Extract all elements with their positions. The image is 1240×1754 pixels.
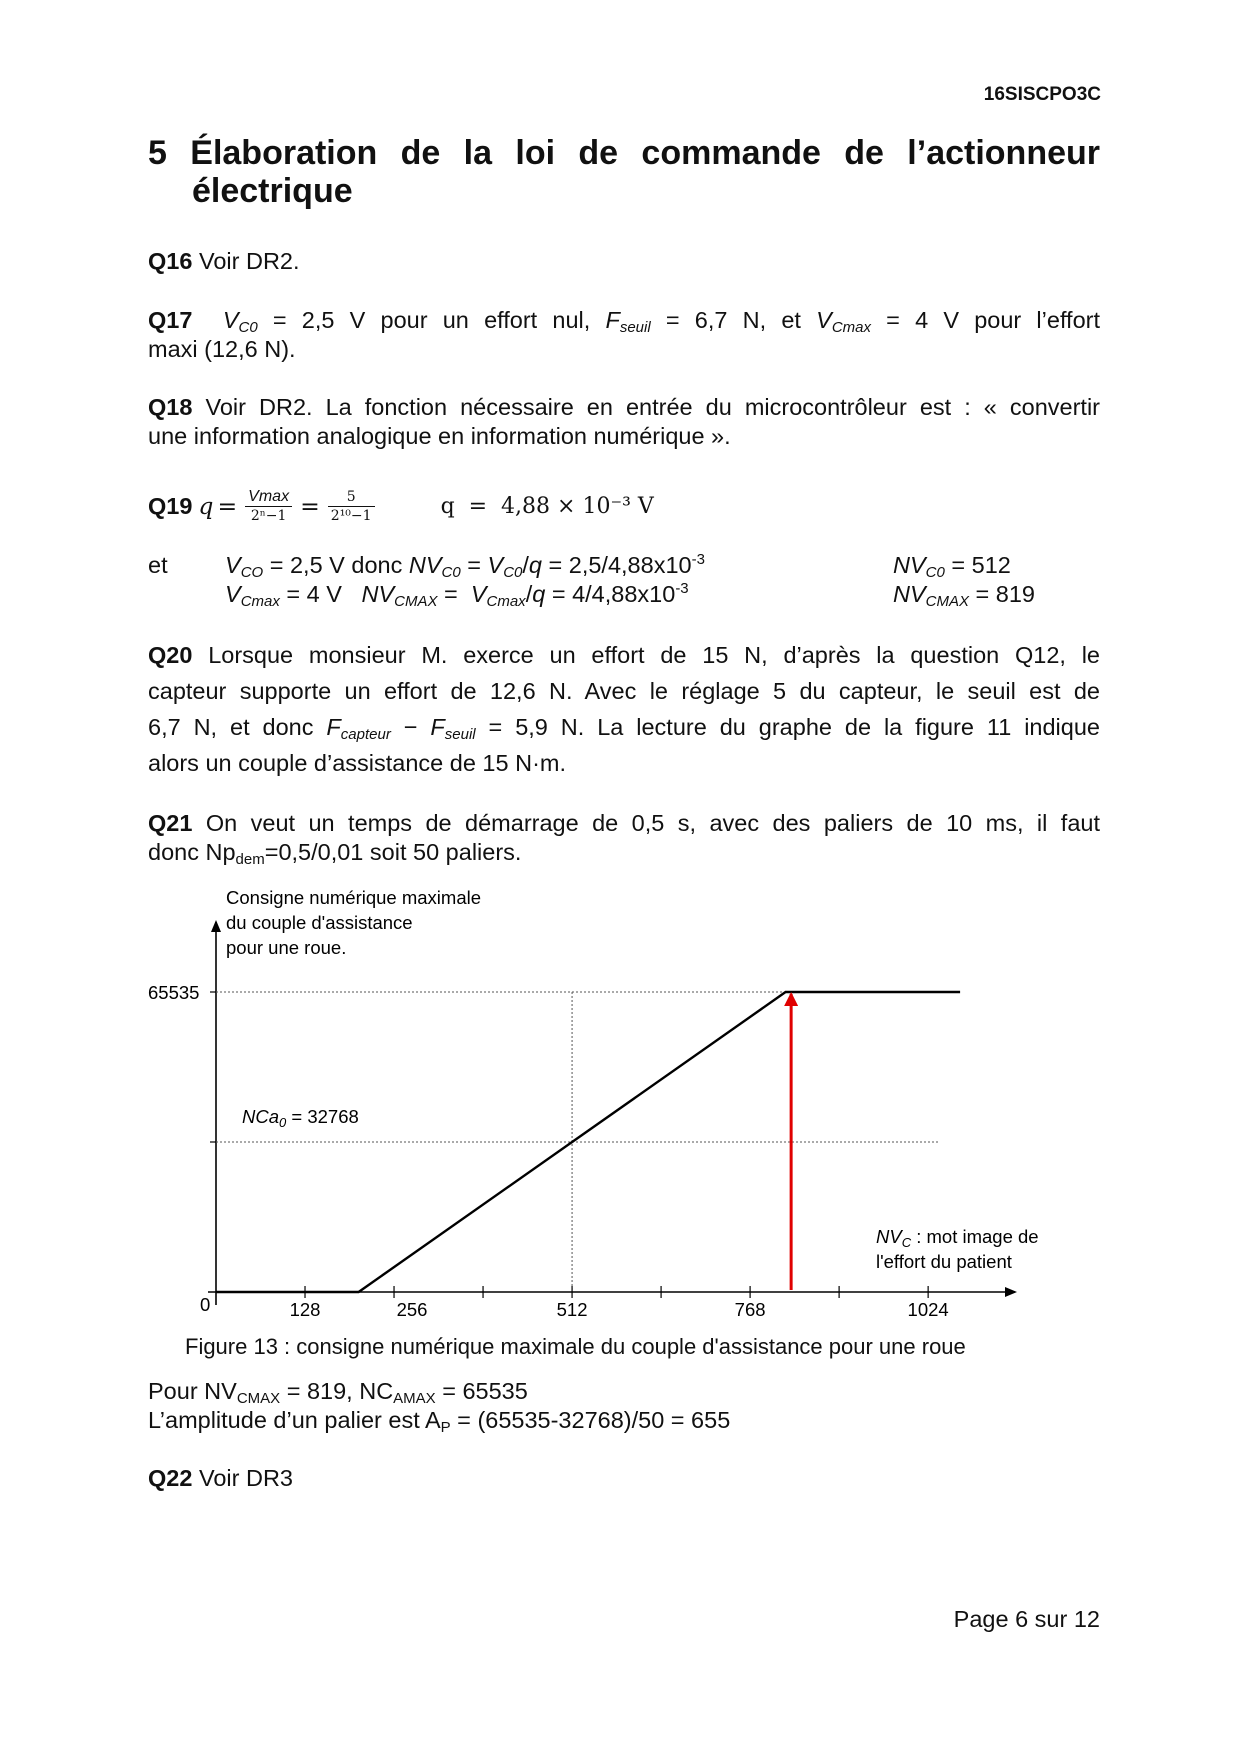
section-title-word: de bbox=[400, 134, 441, 172]
q19-nvc0: NV bbox=[408, 552, 442, 578]
q19-vcmax-sub: Cmax bbox=[240, 593, 280, 610]
q19-label: Q19 bbox=[148, 492, 193, 519]
q20-l3b: = 5,9 N. La lecture du graphe de la figure 11 indique bbox=[475, 714, 1100, 740]
q19-vc0b-sub: C0 bbox=[503, 564, 523, 581]
section-title-word: Élaboration bbox=[190, 134, 378, 172]
section-title-word: la bbox=[463, 134, 493, 172]
q17-line2: maxi (12,6 N). bbox=[148, 336, 296, 362]
af-l2b: = (65535-32768)/50 = 655 bbox=[450, 1407, 731, 1433]
x-axis-label-line-1 bbox=[876, 1226, 1039, 1250]
q19-frac1-den: 2ⁿ−1 bbox=[250, 507, 287, 524]
af-l1-sub1: CMAX bbox=[236, 1390, 281, 1407]
q17-vc0-sub: C0 bbox=[238, 319, 258, 336]
af-l2-sub: P bbox=[440, 1419, 451, 1436]
after-line1 bbox=[148, 1377, 1100, 1406]
q21-np-sub: dem bbox=[235, 851, 265, 868]
section-title-line2: électrique bbox=[192, 172, 353, 210]
q19-calc1: = 2,5/4,88x10 bbox=[541, 552, 692, 578]
q20-line1-text: Lorsque monsieur M. exerce un effort de 15 N, d’après la question Q12, le bbox=[208, 642, 1100, 668]
section-title-word: de bbox=[844, 134, 884, 172]
q17-label: Q17 bbox=[148, 307, 193, 333]
y-label-line-2: du couple d'assistance bbox=[226, 912, 413, 933]
q17-vcmax: V bbox=[816, 307, 832, 333]
y-label-line-3: pour une roue. bbox=[226, 937, 347, 958]
q20-fcapteur: F bbox=[326, 714, 341, 740]
q19-exp1: -3 bbox=[691, 551, 705, 568]
q19-vco: V bbox=[225, 552, 241, 578]
x-tick-label-256: 256 bbox=[396, 1299, 428, 1320]
q21-line1-text: On veut un temps de démarrage de 0,5 s, avec des paliers de 10 ms, il faut bbox=[205, 810, 1101, 836]
q17-vc0: V bbox=[222, 307, 239, 333]
q17-text1: = 2,5 V pour un effort nul, bbox=[257, 307, 606, 333]
q19-text-4v: = 4 V bbox=[279, 581, 362, 607]
y-label-line-1: Consigne numérique maximale bbox=[226, 887, 482, 908]
xlabel-rest: : mot image de bbox=[911, 1226, 1039, 1247]
q19-vcmax: V bbox=[225, 581, 241, 607]
q21-np: donc Np bbox=[148, 839, 236, 865]
q22-paragraph bbox=[148, 1464, 1100, 1493]
q21-l2b: =0,5/0,01 soit 50 paliers. bbox=[264, 839, 522, 865]
q19-eq-l2: = bbox=[437, 581, 471, 607]
q19-frac2-den: 2¹⁰−1 bbox=[330, 507, 372, 524]
q18-line1-text: Voir DR2. La fonction nécessaire en entrée du microcontrôleur est : « convertir bbox=[205, 394, 1100, 420]
q19-nvc0-sub: C0 bbox=[441, 564, 461, 581]
q19-nvcmax: NV bbox=[361, 581, 395, 607]
section-title-word: commande bbox=[641, 134, 821, 172]
document-code: 16SISCPO3C bbox=[983, 84, 1101, 105]
y-ticks bbox=[210, 992, 216, 1142]
nca-rest: = 32768 bbox=[286, 1106, 359, 1127]
q19-frac1-num: Vmax bbox=[248, 487, 290, 505]
q19-r1-sub: C0 bbox=[925, 564, 945, 581]
origin-label: 0 bbox=[200, 1294, 211, 1315]
q19-vc0b: V bbox=[487, 552, 504, 578]
af-l1b: = 819, NC bbox=[280, 1378, 394, 1404]
section-title-word: l’actionneur bbox=[907, 134, 1100, 172]
nca0-annotation bbox=[242, 1106, 359, 1130]
q20-fseuil: F bbox=[430, 714, 445, 740]
q19-eq-l1: = bbox=[460, 552, 488, 578]
q19-q1: q bbox=[528, 552, 542, 578]
q19-r2-sub: CMAX bbox=[925, 593, 969, 610]
x-tick-label-128: 128 bbox=[289, 1299, 321, 1320]
q19-nvcmax-sub: CMAX bbox=[394, 593, 438, 610]
q20-fseuil-sub: seuil bbox=[444, 726, 476, 743]
reference-lines bbox=[216, 992, 939, 1292]
q20-label: Q20 bbox=[148, 642, 193, 668]
q19-text-donc: = 2,5 V donc bbox=[263, 552, 409, 578]
q19-result: q = 4,88 × 10⁻³ V bbox=[440, 493, 654, 519]
q19-frac2-num: 5 bbox=[346, 488, 356, 505]
q18-line2: une information analogique en information numérique ». bbox=[148, 423, 731, 449]
q16-label: Q16 bbox=[148, 248, 193, 274]
page-number: Page 6 sur 12 bbox=[953, 1606, 1100, 1632]
figure-caption: Figure 13 : consigne numérique maximale du couple d'assistance pour une roue bbox=[185, 1334, 966, 1359]
xlabel-nv: NV bbox=[876, 1226, 902, 1247]
q17-fseuil: F bbox=[605, 307, 620, 333]
q18-label: Q18 bbox=[148, 394, 193, 420]
q22-text: Voir DR3 bbox=[198, 1465, 293, 1491]
q19-q2: q bbox=[532, 581, 546, 607]
q19-r1-nv: NV bbox=[893, 552, 926, 578]
q19-r1-val: = 512 bbox=[944, 552, 1011, 578]
section-title-word: loi bbox=[515, 134, 556, 172]
section-title-word: de bbox=[578, 134, 619, 172]
q19-slash1: / bbox=[522, 552, 529, 578]
q20-line2: capteur supporte un effort de 12,6 N. Avec le réglage 5 du capteur, le seuil est de bbox=[148, 678, 1100, 704]
q19-q: q bbox=[198, 491, 214, 520]
q19-r2-nv: NV bbox=[893, 581, 926, 607]
x-tick-label-512: 512 bbox=[556, 1299, 588, 1320]
q20-l3a: 6,7 N, et donc bbox=[148, 714, 327, 740]
q19-vcmaxb: V bbox=[470, 581, 487, 607]
q17-vcmax-sub: Cmax bbox=[831, 319, 871, 336]
q20-fcapteur-sub: capteur bbox=[340, 726, 391, 743]
af-l1-sub2: AMAX bbox=[393, 1390, 436, 1407]
q19-calc2: = 4/4,88x10 bbox=[545, 581, 676, 607]
nca-text: NCa bbox=[242, 1106, 280, 1127]
q17-text2: = 6,7 N, et bbox=[650, 307, 817, 333]
q20-minus: − bbox=[390, 714, 431, 740]
x-tick-label-768: 768 bbox=[734, 1299, 766, 1320]
q19-et: et bbox=[148, 552, 168, 578]
q20-line4: alors un couple d’assistance de 15 N·m. bbox=[148, 750, 566, 776]
nca-sub: 0 bbox=[279, 1115, 287, 1130]
q19-eq1: = bbox=[217, 491, 238, 520]
y-axis-label bbox=[226, 887, 481, 958]
q22-label: Q22 bbox=[148, 1465, 193, 1491]
x-axis-label-line-2: l'effort du patient bbox=[876, 1251, 1012, 1272]
after-figure bbox=[148, 1377, 1100, 1435]
q19-eq2: = bbox=[300, 491, 320, 520]
q21-label: Q21 bbox=[148, 810, 193, 836]
x-ticks bbox=[290, 1286, 949, 1320]
after-line2 bbox=[148, 1406, 1100, 1435]
q19-vco-sub: CO bbox=[240, 564, 264, 581]
q16-text: Voir DR2. bbox=[198, 248, 300, 274]
q19-vcmaxb-sub: Cmax bbox=[486, 593, 526, 610]
q19-exp2: -3 bbox=[675, 580, 689, 597]
x-tick-label-1024: 1024 bbox=[907, 1299, 949, 1320]
q19-r2-val: = 819 bbox=[969, 581, 1035, 607]
af-l1a: Pour NV bbox=[148, 1378, 237, 1404]
q17-fseuil-sub: seuil bbox=[619, 319, 651, 336]
section-title-word: 5 bbox=[148, 134, 167, 172]
y-tick-label-65535: 65535 bbox=[148, 982, 200, 1003]
q19-slash2: / bbox=[525, 581, 533, 607]
af-l2a: L’amplitude d’un palier est A bbox=[148, 1407, 441, 1433]
q17-text3: = 4 V pour l’effort bbox=[870, 307, 1101, 333]
af-l1c: = 65535 bbox=[435, 1378, 528, 1404]
xlabel-sub: C bbox=[901, 1235, 912, 1250]
